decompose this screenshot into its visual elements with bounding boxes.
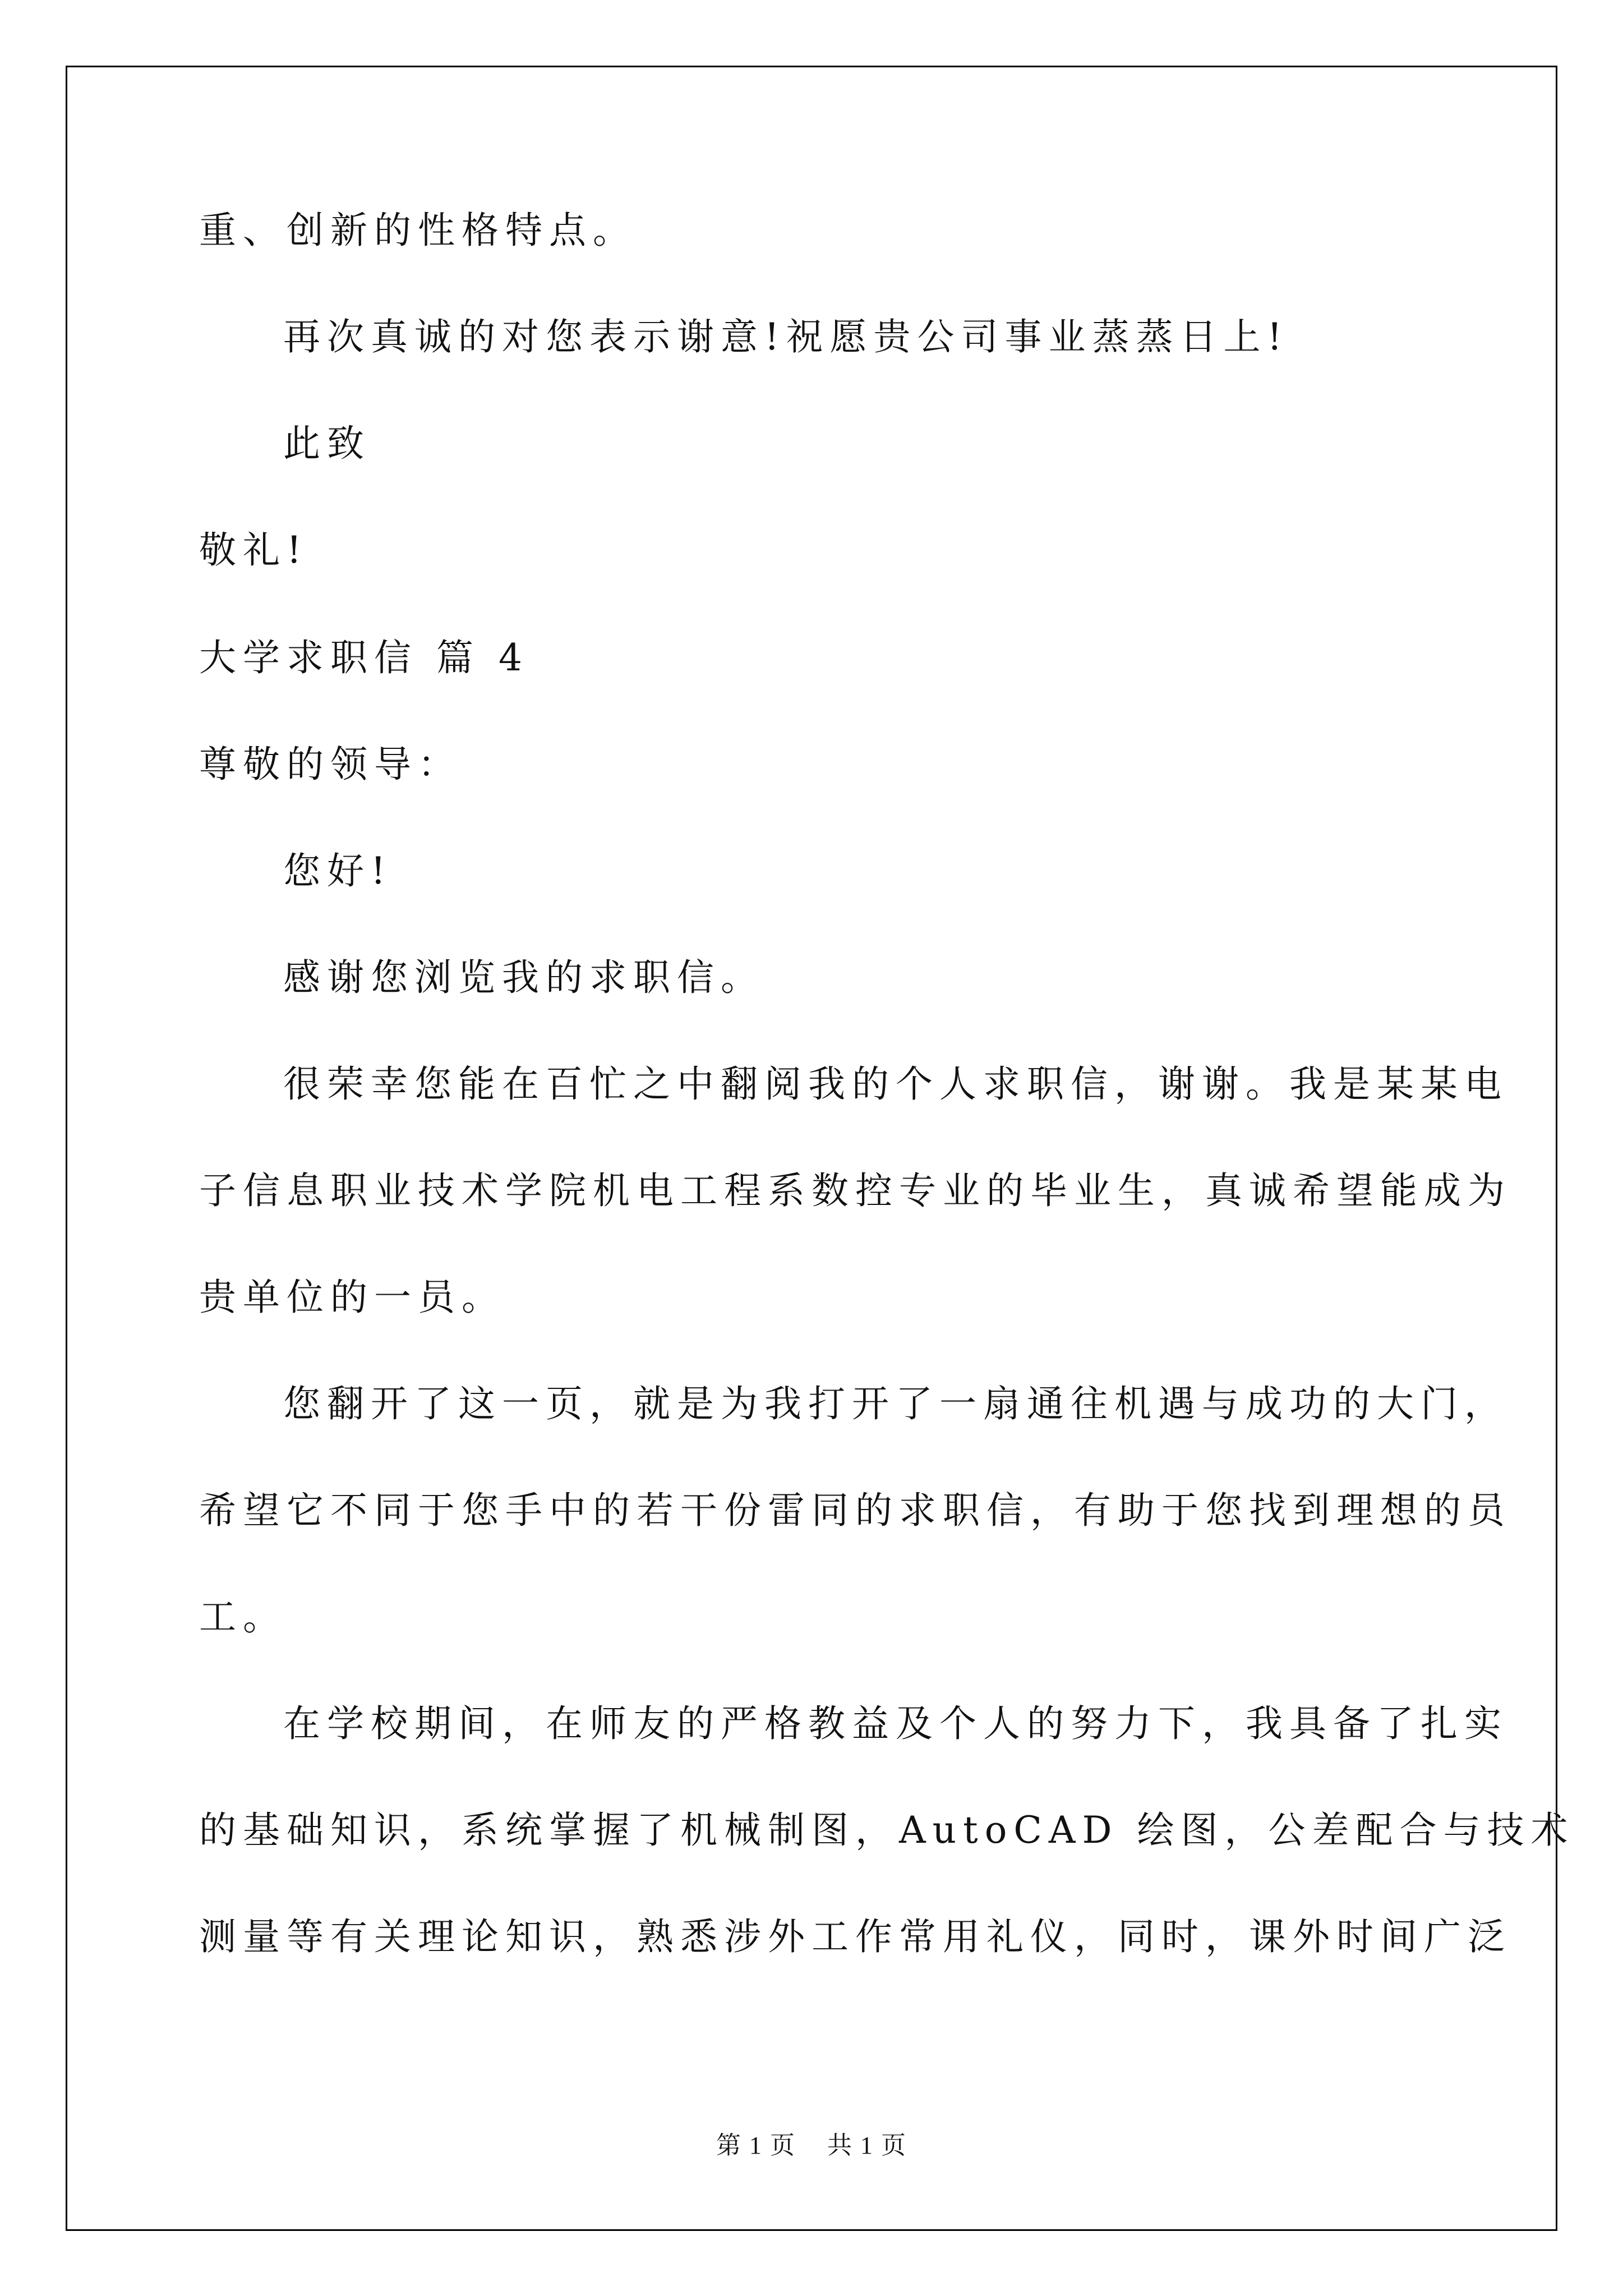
page-number: 第 1 页 [716,2132,796,2159]
text-line: 敬礼! [199,528,308,572]
page-total: 共 1 页 [827,2132,907,2159]
text-line: 工。 [199,1595,287,1639]
text-line: 子信息职业技术学院机电工程系数控专业的毕业生，真诚希望能成为 [199,1169,1511,1212]
text-line: 您好! [283,849,393,892]
text-line: 您翻开了这一页，就是为我打开了一扇通往机遇与成功的大门， [283,1382,1508,1425]
section-heading: 大学求职信 篇 4 [199,636,529,679]
salutation: 尊敬的领导： [199,743,462,786]
text-line: 重、创新的性格特点。 [199,209,637,252]
text-line: 此致 [283,422,371,465]
text-line: 感谢您浏览我的求职信。 [283,956,764,999]
text-line: 的基础知识，系统掌握了机械制图，AutoCAD 绘图，公差配合与技术 [199,1809,1575,1852]
text-line: 很荣幸您能在百忙之中翻阅我的个人求职信，谢谢。我是某某电 [283,1062,1508,1106]
text-line: 再次真诚的对您表示谢意!祝愿贵公司事业蒸蒸日上! [283,315,1289,358]
text-line: 希望它不同于您手中的若干份雷同的求职信，有助于您找到理想的员 [199,1489,1511,1532]
text-line: 贵单位的一员。 [199,1276,505,1319]
text-line: 在学校期间，在师友的严格教益及个人的努力下，我具备了扎实 [283,1702,1508,1745]
page-border [66,66,1557,2231]
text-line: 测量等有关理论知识，熟悉涉外工作常用礼仪，同时，课外时间广泛 [199,1915,1511,1958]
page-footer [0,2125,1623,2161]
